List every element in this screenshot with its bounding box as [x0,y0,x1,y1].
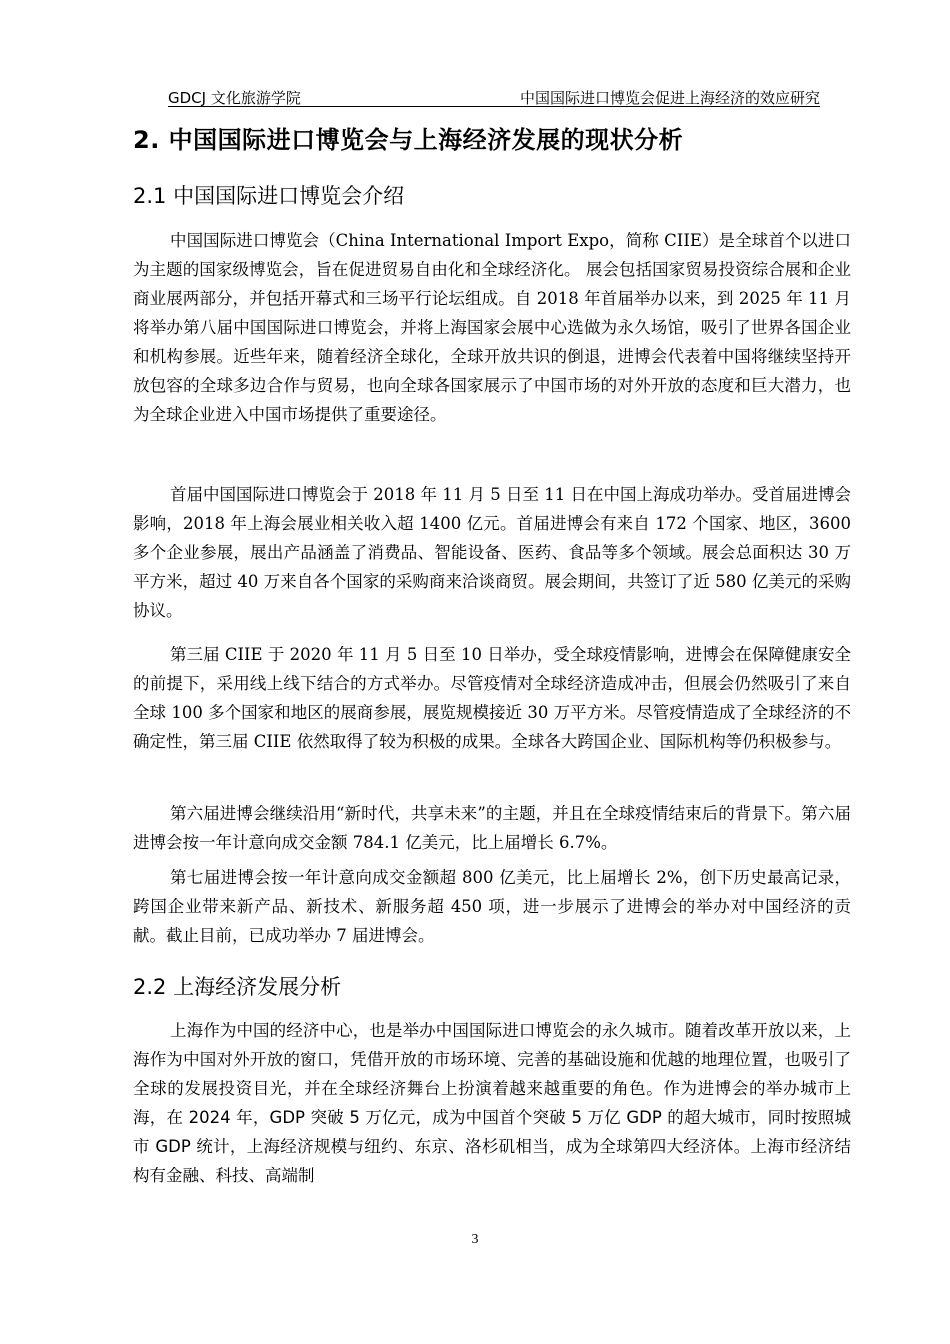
paragraph: 上海作为中国的经济中心，也是举办中国国际进口博览会的永久城市。随着改革开放以来，上海作为中国对外开放的窗口，凭借开放的市场环境、完善的基础设施和优越的地理位置，也吸引了全球的发展投资目光，并在全球经济舞台上扮演着越来越重要的角色。作为进博会的举办城市上海，在 2024 年，GDP 突破 5 万亿元，成为中国首个突破 5 万亿 GDP 的超大城市，同时按照城市 GDP 统计，上海经济规模与纽约、东京、洛杉矶相当，成为全球第四大经济体。上海市经济结构有金融、科技、高端制 [133,1021,851,1185]
running-header [168,86,820,107]
paragraph: 中国国际进口博览会（China International Import Expo，简称 CIIE）是全球首个以进口为主题的国家级博览会，旨在促进贸易自由化和全球经济化。 展会包括国家贸易投资综合展和企业商业展两部分，并包括开幕式和三场平行论坛组成。自 2018 年首届举办以来，到 2025 年 11 月将举办第八届中国国际进口博览会，并将上海国家会展中心选做为永久场馆，吸引了世界各国企业和机构参展。近些年来，随着经济全球化，全球开放共识的倒退，进博会代表着中国将继续坚持开放包容的全球多边合作与贸易，也向全球各国家展示了中国市场的对外开放的态度和巨大潜力，也为全球企业进入中国市场提供了重要途径。 [133,231,851,424]
paragraph: 第六届进博会继续沿用“新时代，共享未来”的主题，并且在全球疫情结束后的背景下。第六届进博会按一年计意向成交金额 784.1 亿美元，比上届增长 6.7%。 [133,804,851,852]
header-institution: GDCJ 文化旅游学院 [168,89,301,107]
paragraph: 第三届 CIIE 于 2020 年 11 月 5 日至 10 日举办，受全球疫情影响，进博会在保障健康安全的前提下，采用线上线下结合的方式举办。尽管疫情对全球经济造成冲击，但展会仍然吸引了来自全球 100 多个国家和地区的展商参展，展览规模接近 30 万平方米。尽管疫情造成了全球经济的不确定性，第三届 CIIE 依然取得了较为积极的成果。全球各大跨国企业、国际机构等仍积极参与。 [133,645,851,751]
header-thesis-title: 中国国际进口博览会促进上海经济的效应研究 [519,89,820,107]
subsection-title-2-1: 2.1 中国国际进口博览会介绍 [133,184,405,208]
section-title: 2. 中国国际进口博览会与上海经济发展的现状分析 [133,126,684,154]
page-number: 3 [471,1232,479,1247]
paragraph: 第七届进博会按一年计意向成交金额超 800 亿美元，比上届增长 2%，创下历史最高记录，跨国企业带来新产品、新技术、新服务超 450 项，进一步展示了进博会的举办对中国经济的贡献。截止目前，已成功举办 7 届进博会。 [133,868,851,945]
subsection-title-2-2: 2.2 上海经济发展分析 [133,975,342,999]
paragraph: 首届中国国际进口博览会于 2018 年 11 月 5 日至 11 日在中国上海成功举办。受首届进博会影响，2018 年上海会展业相关收入超 1400 亿元。首届进博会有来自 172 个国家、地区，3600 多个企业参展，展出产品涵盖了消费品、智能设备、医药、食品等多个领域。展会总面积达 30 万平方米，超过 40 万来自各个国家的采购商来洽谈商贸。展会期间，共签订了近 580 亿美元的采购协议。 [133,485,851,620]
